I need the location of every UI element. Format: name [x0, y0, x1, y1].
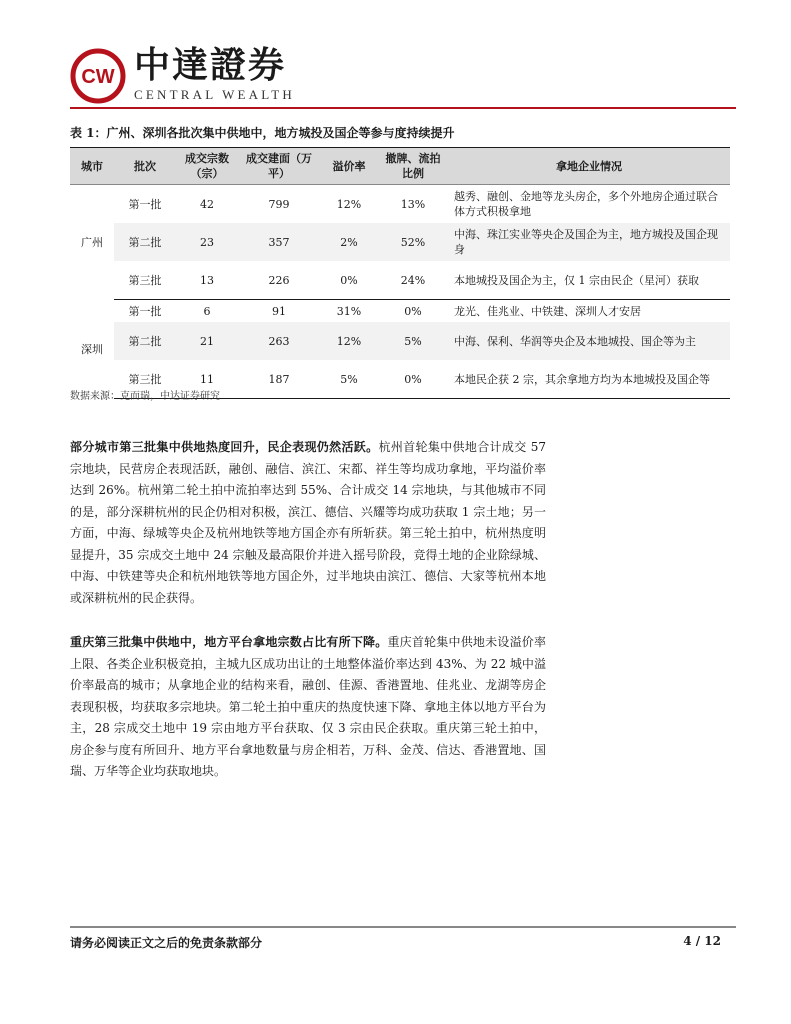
area-cell: 357 [238, 223, 320, 261]
batch-cell: 第一批 [128, 197, 162, 211]
firms-cell: 龙光、佳兆业、中铁建、深圳人才安居 [454, 304, 641, 318]
table-row [70, 185, 730, 224]
svg-text:CW: CW [81, 66, 115, 88]
table-row [70, 322, 730, 360]
area-cell: 91 [272, 304, 286, 318]
batch-cell: 第二批 [114, 223, 176, 261]
land-auction-table [70, 147, 730, 399]
header-divider [70, 107, 736, 109]
table-header-row [70, 148, 730, 185]
withdraw-cell: 52% [378, 223, 448, 261]
withdraw-cell: 0% [404, 304, 422, 318]
footer-disclaimer: 请务必阅读正文之后的免责条款部分 [70, 936, 263, 950]
logo-text-cn: 中達證券 [134, 45, 287, 86]
batch-cell: 第一批 [128, 304, 162, 318]
header-city: 城市 [70, 148, 114, 185]
count-cell: 23 [176, 223, 238, 261]
area-cell: 263 [238, 322, 320, 360]
page-number: 4 / 12 [683, 934, 721, 948]
table-row [70, 300, 730, 323]
city-cell: 深圳 [70, 300, 114, 399]
logo-icon [70, 48, 126, 104]
count-cell: 6 [203, 304, 211, 318]
table-source-note: 数据来源：克而瑞，中达证券研究 [70, 391, 220, 402]
premium-cell: 12% [336, 197, 362, 211]
table-row [70, 223, 730, 261]
batch-cell: 第三批 [114, 360, 176, 399]
area-cell: 226 [238, 261, 320, 300]
firms-cell: 中海、珠江实业等央企及国企为主，地方城投及国企现身 [448, 223, 730, 261]
area-cell: 799 [268, 197, 290, 211]
paragraph-chongqing [70, 632, 546, 783]
logo-mark [70, 48, 126, 104]
table-caption: 表 1：广州、深圳各批次集中供地中，地方城投及国企等参与度持续提升 [70, 126, 455, 140]
paragraph-body: 重庆首轮集中供地未设溢价率上限、各类企业积极竞拍，主城九区成功出让的土地整体溢价率达到 43%、为 22 城中溢价率最高的城市；从拿地企业的结构来看，融创、佳源、香港置地、佳兆业、龙湖等房企表现积极，均获取多宗地块。第二轮土拍中重庆的热度快速下降、拿地主体以地方平台为主，28 宗成交土地中 19 宗由地方平台获取、仅 3 宗由民企获取。重庆第三轮土拍中，房企参与度有所回升、地方平台拿地数量与房企相若，万科、金茂、信达、香港置地、国瑞、万华等企业均获取地块。 [70, 635, 546, 778]
count-cell: 21 [176, 322, 238, 360]
firms-cell: 越秀、融创、金地等龙头房企，多个外地房企通过联合体方式积极拿地 [454, 190, 718, 218]
header-batch: 批次 [114, 148, 176, 185]
count-cell: 13 [176, 261, 238, 300]
paragraph-hangzhou [70, 437, 546, 609]
header-premium: 溢价率 [320, 148, 378, 185]
batch-cell: 第二批 [114, 322, 176, 360]
header-count: 成交宗数（宗） [176, 148, 238, 185]
area-cell: 187 [238, 360, 320, 399]
firms-cell: 本地城投及国企为主，仅 1 宗由民企（星河）获取 [448, 261, 730, 300]
city-cell: 广州 [70, 185, 114, 300]
premium-cell: 0% [320, 261, 378, 300]
paragraph-lead: 部分城市第三批集中供地热度回升，民企表现仍然活跃。 [70, 440, 379, 454]
footer-divider [70, 926, 736, 928]
logo-text-en: CENTRAL WEALTH [134, 87, 295, 102]
premium-cell: 5% [320, 360, 378, 399]
table-row [70, 261, 730, 300]
paragraph-lead: 重庆第三批集中供地中，地方平台拿地宗数占比有所下降。 [70, 635, 388, 649]
premium-cell: 31% [336, 304, 362, 318]
count-cell: 42 [200, 197, 214, 211]
firms-cell: 中海、保利、华润等央企及本地城投、国企等为主 [448, 322, 730, 360]
premium-cell: 12% [320, 322, 378, 360]
paragraph-body: 杭州首轮集中供地合计成交 57 宗地块，民营房企表现活跃，融创、融信、滨江、宋都、祥生等均成功拿地，平均溢价率达到 26%。杭州第二轮土拍中流拍率达到 55%、合计成交 14 宗地块，与其他城市不同的是，部分深耕杭州的民企仍相对积极，滨江、德信、兴耀等均成功获取 1 宗土地；另一方面，中海、绿城等央企及杭州地铁等地方国企亦有所斩获。第三轮土拍中，杭州热度明显提升，35 宗成交土地中 24 宗触及最高限价并进入摇号阶段，竞得土地的企业除绿城、中海、中铁建等央企和杭州地铁等地方国企外，过半地块由滨江、德信、大家等杭州本地或深耕杭州的民企获得。 [70, 440, 546, 605]
withdraw-cell: 24% [378, 261, 448, 300]
firms-cell: 本地民企获 2 宗，其余拿地方均为本地城投及国企等 [448, 360, 730, 399]
withdraw-cell: 5% [378, 322, 448, 360]
premium-cell: 2% [320, 223, 378, 261]
withdraw-cell: 13% [400, 197, 426, 211]
header-withdraw: 撤牌、流拍比例 [378, 148, 448, 185]
header-area: 成交建面（万平） [238, 148, 320, 185]
header-firms: 拿地企业情况 [448, 148, 730, 185]
batch-cell: 第三批 [114, 261, 176, 300]
withdraw-cell: 0% [378, 360, 448, 399]
count-cell: 11 [176, 360, 238, 399]
